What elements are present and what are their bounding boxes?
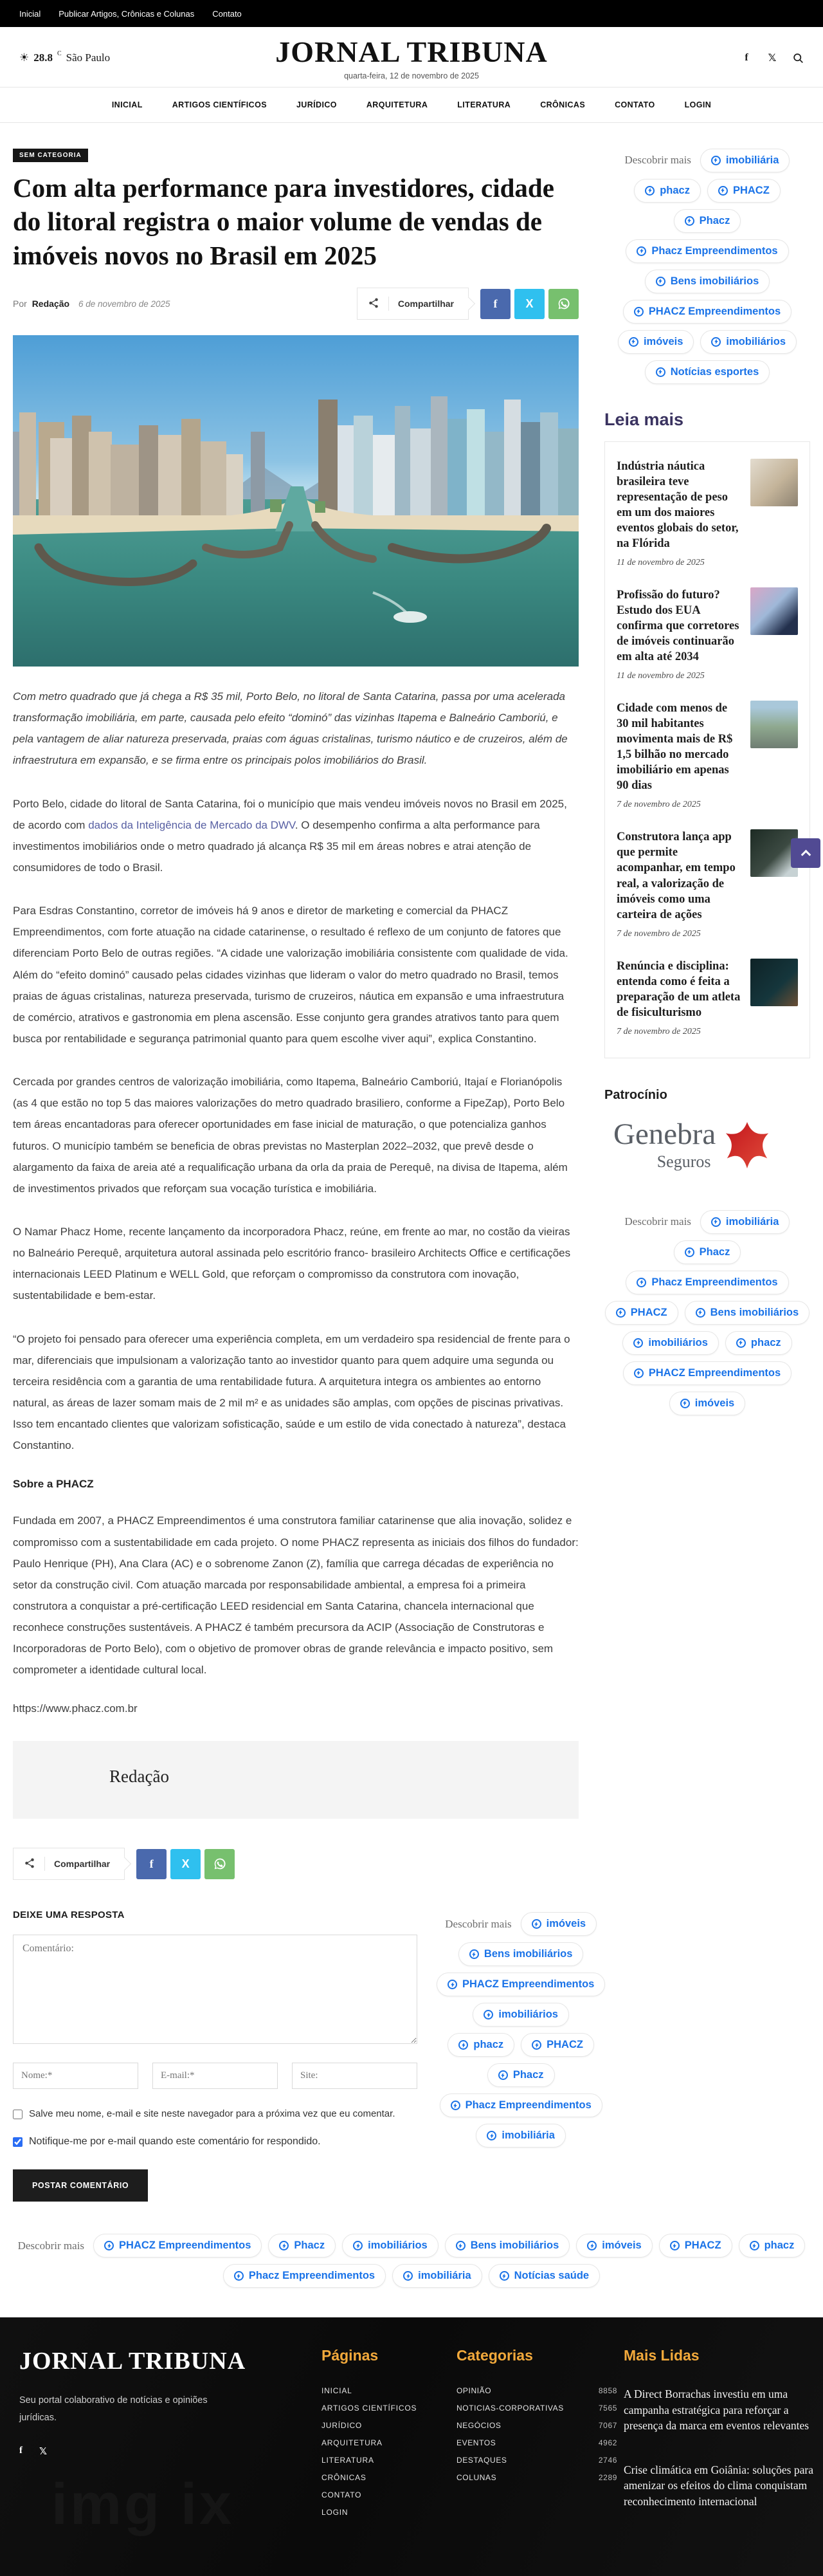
footer-page-link[interactable]: ARQUITETURA — [321, 2438, 383, 2448]
discover-bolt-icon — [629, 337, 638, 347]
name-field[interactable] — [13, 2063, 138, 2089]
tag-label: imóveis — [546, 1918, 586, 1930]
footer-most-read-item[interactable]: Crise climática em Goiânia: soluções para amenizar os efeitos do clima conquistam reconhecimento internacional — [624, 2463, 813, 2508]
article-paragraph: Cercada por grandes centros de valorização imobiliária, como Itapema, Balneário Camboriú, Itajaí e Florianópolis (as 4 que estão no top 5 das maiores valorizações do metro quadrado brasiliero, conforme a FipeZap), Porto Belo tem áreas encantadoras para oferecer oportunidades em fase inicial de maturação, o que potencializa ganhos futuros. O município também se beneficia de obras previstas no Masterplan 2022–2032, que prevê desde o alargamento da faixa de areia até a requalificação urbana da orla da praia de Perequê, na divisa de Itapema, além de investimentos privados que reforçam sua vocação turística e imobiliária. — [13, 1076, 568, 1195]
article-title: Com alta performance para investidores, cidade do litoral registra o maior volume de vendas de imóveis novos no Brasil em 2025 — [13, 172, 554, 270]
discover-bolt-icon — [718, 186, 728, 196]
related-article-title[interactable]: Indústria náutica brasileira teve representação de peso em um dos maiores eventos globais do setor, na Flórida — [617, 459, 739, 550]
discover-tag[interactable] — [739, 2234, 806, 2258]
x-twitter-icon[interactable]: 𝕏 — [768, 53, 777, 64]
discover-bolt-icon — [750, 2241, 759, 2250]
footer-category-count: 7067 — [598, 2421, 617, 2431]
tag-label: phacz — [764, 2240, 795, 2252]
nav-item[interactable]: ARTIGOS CIENTÍFICOS — [172, 100, 267, 109]
discover-bolt-icon — [532, 1919, 541, 1929]
discover-more-label: Descobrir mais — [624, 154, 691, 167]
tag-label: imobiliária — [418, 2270, 471, 2282]
discover-bolt-icon — [498, 2070, 508, 2080]
footer-logo[interactable]: JORNAL TRIBUNA — [19, 2348, 246, 2375]
facebook-icon[interactable]: f — [19, 2445, 23, 2456]
tag-label: PHACZ — [732, 184, 770, 196]
x-share-button[interactable]: X — [514, 289, 545, 319]
footer-social-icons — [19, 2445, 315, 2457]
footer-most-read-list — [624, 2386, 817, 2509]
read-more-panel — [604, 441, 810, 1058]
discover-bolt-icon — [711, 1217, 721, 1227]
tag-label: imóveis — [602, 2240, 642, 2252]
share-label: Compartilhar — [54, 1859, 111, 1870]
share-row-bottom — [13, 1848, 579, 1880]
article-paragraph: Para Esdras Constantino, corretor de imóveis há 9 anos e diretor de marketing e comercial da PHACZ Empreendimentos, com forte atuação na cidade catarinense, o resultado é reflexo de um conjunto de fatores que diferenciam Porto Belo de outras regiões. “A cidade une valorização imobiliária consistente com qualidade de vida. Além do “efeito dominó” causado pelas cidades vizinhas que lideram o valor do metro quadrado no Brasil, temos praias de águas cristalinas, natureza preservada, turismo de cruzeiros, náutica em expansão e uma infraestrutura de comércio, atrativos e gastronomia em plena ascensão. Esse conjunto gera grandes atrativos tanto para quem busca por rentabilidade e segurança patrimonial quanto para quem escolhe viver aqui”, explica Constantino. — [13, 905, 568, 1045]
discover-tag[interactable] — [521, 1912, 597, 1936]
discover-bolt-icon — [616, 1308, 626, 1318]
related-article-title[interactable]: Profissão do futuro? Estudo dos EUA confirma que corretores de imóveis continuarão em alta até 2034 — [617, 588, 739, 664]
tag-label: PHACZ Empreendimentos — [119, 2240, 251, 2252]
tag-label: Phacz — [294, 2240, 325, 2252]
nav-item[interactable]: INICIAL — [111, 100, 143, 109]
sponsor-logo[interactable] — [604, 1119, 810, 1172]
scroll-to-top-button[interactable] — [791, 838, 820, 868]
tag-label: Bens imobiliários — [484, 1948, 573, 1960]
related-article-date: 7 de novembro de 2025 — [617, 928, 701, 939]
footer-page-link[interactable]: JURÍDICO — [321, 2421, 363, 2431]
discover-bolt-icon — [469, 1949, 479, 1959]
tag-label: imobiliária — [502, 2130, 555, 2142]
bottom-tag-section — [13, 2234, 810, 2317]
footer-category-label[interactable]: DESTAQUES — [457, 2456, 507, 2465]
topbar-link-inicial[interactable]: Inicial — [19, 8, 41, 19]
discover-more-label: Descobrir mais — [17, 2239, 85, 2252]
nav-item[interactable]: LITERATURA — [457, 100, 511, 109]
related-article-thumbnail[interactable] — [750, 959, 798, 1006]
footer-category-count: 4962 — [598, 2438, 617, 2448]
tag-label: PHACZ Empreendimentos — [648, 1366, 781, 1379]
post-comment-button[interactable]: POSTAR COMENTÁRIO — [13, 2169, 148, 2202]
whatsapp-share-button[interactable] — [204, 1849, 235, 1879]
footer-category-row[interactable] — [457, 2438, 617, 2447]
footer-page-link[interactable]: LOGIN — [321, 2508, 348, 2517]
read-more-heading: Leia mais — [604, 409, 684, 429]
tag-label: phacz — [660, 184, 690, 196]
footer-most-read-heading: Mais Lidas — [624, 2347, 700, 2364]
footer-category-count: 7565 — [598, 2404, 617, 2413]
author-box-name[interactable]: Redação — [109, 1767, 169, 1787]
topbar-link-contato[interactable]: Contato — [212, 8, 242, 19]
related-article-thumbnail[interactable] — [750, 459, 798, 506]
discover-tag[interactable] — [645, 360, 770, 384]
discover-tag[interactable] — [669, 1392, 745, 1415]
discover-bolt-icon — [279, 2241, 289, 2250]
footer-category-count: 2746 — [598, 2456, 617, 2465]
discover-tag[interactable] — [487, 2063, 555, 2087]
article-hero-image — [13, 335, 579, 667]
discover-bolt-icon — [500, 2271, 509, 2281]
article-lead-paragraph: Com metro quadrado que já chega a R$ 35 mil, Porto Belo, no litoral de Santa Catarina, passa por uma acelerada transformação imobiliária, em parte, causada pelo efeito “dominó” das vizinhas Itapema e Balneário Camboriú, e pela vantagem de aliar natureza preservada, praias com águas cristalinas, turismo náutico e de cruzeiros, além de infraestrutura em expansão, e se firma entre os principais polos imobiliários do Brasil. — [13, 690, 568, 767]
discover-bolt-icon — [484, 2010, 493, 2019]
comments-section — [13, 1909, 595, 2202]
article-date: 6 de novembro de 2025 — [78, 299, 170, 309]
nav-item[interactable]: JURÍDICO — [296, 100, 337, 109]
discover-tag-group — [604, 149, 810, 384]
discover-tag[interactable] — [445, 2234, 570, 2258]
related-article-date: 11 de novembro de 2025 — [617, 671, 705, 681]
article-column — [13, 149, 595, 2202]
nav-item[interactable]: ARQUITETURA — [366, 100, 428, 109]
discover-more-label: Descobrir mais — [445, 1917, 512, 1930]
sponsor-star-icon — [722, 1121, 772, 1171]
tag-label: phacz — [473, 2039, 504, 2051]
tag-label: PHACZ — [630, 1306, 667, 1318]
header-social-icons — [637, 52, 804, 64]
site-footer — [0, 2317, 823, 2576]
footer-pages-list — [321, 2386, 450, 2517]
sponsor-subtitle: Seguros — [656, 1152, 711, 1171]
discover-tag[interactable] — [392, 2264, 482, 2288]
footer-categories-list — [457, 2386, 617, 2482]
discover-bolt-icon — [670, 2241, 680, 2250]
author-box — [13, 1741, 579, 1819]
discover-tag[interactable] — [674, 1240, 741, 1264]
tag-label: imobiliários — [498, 2009, 558, 2021]
discover-tag[interactable] — [223, 2264, 386, 2288]
discover-tag[interactable] — [659, 2234, 732, 2258]
save-info-checkbox[interactable] — [13, 2110, 23, 2119]
discover-tag-group — [437, 1912, 605, 2148]
discover-bolt-icon — [451, 2101, 460, 2110]
related-article-thumbnail[interactable] — [750, 701, 798, 748]
share-label: Compartilhar — [397, 299, 454, 309]
footer-category-label[interactable]: NEGÓCIOS — [457, 2421, 502, 2431]
footer-page-link[interactable]: LITERATURA — [321, 2456, 374, 2465]
discover-tag[interactable] — [440, 2093, 602, 2117]
footer-page-link[interactable]: CRÔNICAS — [321, 2473, 366, 2483]
related-article-item[interactable] — [617, 459, 798, 568]
share-icon — [24, 1857, 35, 1871]
facebook-share-button[interactable]: f — [480, 289, 511, 319]
discover-tag-group — [604, 1210, 810, 1415]
footer-page-link[interactable]: ARTIGOS CIENTÍFICOS — [321, 2404, 417, 2413]
related-article-title[interactable]: Cidade com menos de 30 mil habitantes movimenta mais de R$ 1,5 bilhão no mercado imobiliário em apenas 90 dias — [617, 702, 733, 793]
footer-category-count: 8858 — [598, 2386, 617, 2396]
discover-tag[interactable] — [476, 2124, 566, 2148]
discover-bolt-icon — [448, 1980, 457, 1989]
tag-label: PHACZ — [547, 2039, 583, 2051]
discover-tag[interactable] — [707, 179, 781, 203]
discover-bolt-icon — [711, 156, 721, 165]
site-header — [0, 27, 823, 87]
discover-bolt-icon — [353, 2241, 363, 2250]
footer-category-label[interactable]: OPINIÃO — [457, 2386, 492, 2396]
related-article-item[interactable] — [617, 829, 798, 939]
site-logo[interactable]: JORNAL TRIBUNA — [275, 35, 548, 68]
tag-label: imobiliários — [726, 335, 786, 347]
discover-bolt-icon — [656, 367, 665, 377]
top-utility-bar — [0, 0, 823, 27]
tag-label: imóveis — [643, 335, 683, 347]
paragraph-text: . O desempenho confirma a alta performance para investimentos imobiliários onde o metro quadrado já alcança R$ 35 mil em áreas nobres e atrai atenção de consumidores de todo o Brasil. — [13, 818, 540, 874]
footer-most-read-item[interactable]: A Direct Borrachas investiu em uma campanha estratégica para reforçar a presença da marca em eventos relevantes — [624, 2387, 809, 2433]
chevron-up-icon — [800, 850, 811, 860]
discover-bolt-icon — [736, 1338, 746, 1348]
discover-tag[interactable] — [685, 1301, 810, 1325]
share-button[interactable] — [13, 1848, 125, 1880]
weather-temp: 28.8 — [33, 51, 53, 64]
paragraph-text: Porto Belo, cidade do litoral de Santa Catarina, foi o município que mais vendeu imóveis novos no Brasil em 2025, de acordo com — [13, 797, 567, 831]
discover-tag[interactable] — [622, 1331, 719, 1355]
discover-tag[interactable] — [700, 330, 797, 354]
discover-bolt-icon — [634, 1368, 644, 1378]
article-paragraph: “O projeto foi pensado para oferecer uma experiência completa, em um verdadeiro spa residencial de frente para o mar, diferenciais que impulsionam a valorização tanto ao investidor quanto para quem adquire uma segunda ou terceira residência com a garantia de uma rentabilidade futura. A arquitetura integra os ambientes ao entorno natural, as áreas de lazer somam mais de 2 mil m² e as unidades são amplas, com opções de piscinas privativas. Isso tem encantado clientes que valorizam sofisticação, saúde e um estilo de vida conectado à natureza”, destaca Constantino. — [13, 1332, 570, 1452]
tag-label: PHACZ Empreendimentos — [648, 305, 781, 317]
share-button[interactable] — [357, 288, 469, 320]
discover-bolt-icon — [637, 1278, 646, 1287]
discover-tag[interactable] — [268, 2234, 336, 2258]
nav-item[interactable]: LOGIN — [684, 100, 712, 109]
discover-bolt-icon — [711, 337, 721, 347]
sun-icon: ☀ — [19, 51, 30, 65]
save-info-label: Salve meu nome, e-mail e site neste navegador para a próxima vez que eu comentar. — [29, 2108, 395, 2120]
tag-label: Notícias saúde — [514, 2270, 590, 2282]
footer-category-count: 2289 — [598, 2473, 617, 2483]
related-article-item[interactable] — [617, 701, 798, 810]
notify-checkbox[interactable] — [13, 2137, 23, 2147]
discover-bolt-icon — [637, 246, 646, 256]
x-twitter-icon[interactable]: 𝕏 — [39, 2445, 48, 2457]
tag-label: imobiliária — [725, 154, 779, 166]
discover-tag[interactable] — [645, 270, 770, 293]
whatsapp-share-button[interactable] — [548, 289, 579, 319]
tag-label: imóveis — [694, 1397, 735, 1409]
about-subheading: Sobre a PHACZ — [13, 1478, 94, 1491]
footer-category-label[interactable]: COLUNAS — [457, 2473, 497, 2483]
tag-label: imobiliários — [368, 2240, 428, 2252]
discover-bolt-icon — [403, 2271, 413, 2281]
related-article-item[interactable] — [617, 959, 798, 1037]
discover-tag[interactable] — [605, 1301, 678, 1325]
tag-label: Phacz Empreendimentos — [651, 244, 778, 257]
tag-label: Bens imobiliários — [670, 275, 759, 287]
related-article-thumbnail[interactable] — [750, 587, 798, 635]
tag-label: Phacz — [699, 214, 730, 226]
tag-label: PHACZ — [684, 2240, 721, 2252]
sponsor-heading: Patrocínio — [604, 1087, 667, 1102]
tag-label: imobiliária — [725, 1215, 779, 1228]
discover-tag[interactable] — [674, 209, 741, 233]
weather-city: São Paulo — [66, 51, 111, 64]
related-article-date: 7 de novembro de 2025 — [617, 1026, 701, 1036]
discover-bolt-icon — [680, 1399, 690, 1408]
weather-unit: C — [57, 50, 62, 57]
discover-tag[interactable] — [437, 1973, 605, 1996]
byline-row — [13, 288, 579, 320]
category-badge[interactable]: SEM CATEGORIA — [13, 149, 88, 162]
discover-bolt-icon — [456, 2241, 466, 2250]
nav-item[interactable]: CONTATO — [615, 100, 655, 109]
footer-category-row[interactable] — [457, 2473, 617, 2482]
nav-item[interactable]: CRÔNICAS — [540, 100, 586, 109]
article-paragraph: O Namar Phacz Home, recente lançamento da incorporadora Phacz, reúne, em frente ao mar, no costão da vieiras no Balneário Perequê, arquitetura autoral assinada pelo escritório franco- brasileiro Architects Office e certificações internacionais LEED Platinum e WELL Gold, que reforçam o compromisso da construtora com inovação, sustentabilidade e bem-estar. — [13, 1225, 571, 1302]
main-nav — [0, 87, 823, 123]
tag-label: Phacz — [699, 1246, 730, 1258]
tag-label: Phacz — [512, 2069, 544, 2081]
related-article-title[interactable]: Construtora lança app que permite acompanhar, em tempo real, a valorização de imóveis como uma carteira de ações — [617, 831, 736, 921]
discover-tag[interactable] — [458, 1942, 584, 1966]
tag-label: Phacz Empreendimentos — [465, 2099, 592, 2111]
sidebar — [604, 149, 810, 2202]
company-url-text: https://www.phacz.com.br — [13, 1702, 138, 1715]
byline-author-link[interactable]: Redação — [32, 299, 70, 309]
discover-tag-group — [13, 2234, 810, 2288]
discover-tag[interactable] — [700, 1210, 790, 1234]
site-field[interactable] — [292, 2063, 417, 2089]
discover-bolt-icon — [234, 2271, 244, 2281]
discover-tag[interactable] — [623, 1361, 791, 1385]
topbar-link-publicar[interactable]: Publicar Artigos, Crônicas e Colunas — [59, 8, 195, 19]
footer-tagline: Seu portal colaborativo de notícias e opiniões jurídicas. — [19, 2395, 208, 2423]
article-paragraph: Fundada em 2007, a PHACZ Empreendimentos é uma construtora familiar catarinense que alia inovação, solidez e compromisso com a sustentabilidade em cada projeto. O nome PHACZ representa as iniciais dos filhos do fundador: Paulo Henrique (PH), Ana Clara (AC) e o sobrenome Zanon (Z), família que carrega décadas de experiência no setor da construção civil. Com atuação marcada por responsabilidade ambiental, a empresa foi a primeira construtora a conquistar a pré-certificação LEED residencial em Santa Catarina, chancela internacional que reconhece construções sustentáveis. A PHACZ é também precursora da ACIP (Associação de Construtoras e Incorporadoras de Porto Belo), com o objetivo de promover obras de grande relevância e impacto positivo, sem comprometer a identidade cultural local. — [13, 1514, 579, 1677]
share-divider — [388, 297, 389, 311]
discover-bolt-icon — [633, 1338, 643, 1348]
discover-tag[interactable] — [626, 239, 788, 263]
facebook-icon[interactable]: f — [745, 52, 748, 64]
footer-category-row[interactable] — [457, 2456, 617, 2465]
comment-textarea[interactable] — [13, 1935, 417, 2044]
tag-label: Phacz Empreendimentos — [248, 2270, 375, 2282]
article-body — [13, 686, 579, 1715]
discover-tag[interactable] — [700, 149, 790, 172]
footer-category-label[interactable]: NOTICIAS-CORPORATIVAS — [457, 2404, 564, 2413]
discover-bolt-icon — [696, 1308, 705, 1318]
search-icon[interactable] — [792, 52, 804, 64]
discover-bolt-icon — [104, 2241, 114, 2250]
tag-label: imobiliários — [648, 1336, 708, 1348]
tag-label: Bens imobiliários — [710, 1306, 799, 1318]
discover-tag[interactable] — [576, 2234, 652, 2258]
x-share-button[interactable]: X — [170, 1849, 201, 1879]
tag-label: Bens imobiliários — [470, 2240, 559, 2252]
facebook-share-button[interactable]: f — [136, 1849, 167, 1879]
share-divider — [44, 1857, 45, 1871]
dwv-inline-link[interactable]: dados da Inteligência de Mercado da DWV — [88, 818, 295, 831]
discover-tag[interactable] — [623, 300, 791, 324]
discover-tag[interactable] — [626, 1271, 788, 1294]
discover-tag[interactable] — [489, 2264, 600, 2288]
footer-category-row[interactable] — [457, 2421, 617, 2430]
footer-category-row[interactable] — [457, 2404, 617, 2413]
byline-by-label: Por — [13, 299, 27, 309]
discover-bolt-icon — [587, 2241, 597, 2250]
discover-bolt-icon — [532, 2040, 541, 2050]
share-row — [357, 288, 579, 320]
related-article-date: 11 de novembro de 2025 — [617, 557, 705, 567]
related-article-title[interactable]: Renúncia e disciplina: entenda como é feita a preparação de um atleta de fisiculturismo — [617, 959, 741, 1019]
footer-pages-heading: Páginas — [321, 2347, 379, 2364]
leave-reply-heading: DEIXE UMA RESPOSTA — [13, 1909, 125, 1921]
weather-widget — [19, 51, 186, 64]
tag-label: Phacz Empreendimentos — [651, 1276, 778, 1288]
footer-category-label[interactable]: EVENTOS — [457, 2438, 496, 2448]
discover-bolt-icon — [458, 2040, 468, 2050]
discover-bolt-icon — [487, 2131, 496, 2140]
discover-bolt-icon — [645, 186, 655, 196]
share-icon — [368, 297, 379, 311]
footer-category-row[interactable] — [457, 2386, 617, 2395]
discover-tag[interactable] — [725, 1331, 792, 1355]
tag-label: phacz — [750, 1336, 781, 1348]
related-article-item[interactable] — [617, 587, 798, 681]
tag-label: Notícias esportes — [670, 365, 759, 378]
discover-tag[interactable] — [634, 179, 701, 203]
discover-bolt-icon — [634, 307, 644, 317]
email-field[interactable] — [152, 2063, 278, 2089]
article-paragraph — [13, 793, 579, 879]
tag-label: PHACZ Empreendimentos — [462, 1978, 595, 1991]
discover-tag[interactable] — [618, 330, 694, 354]
discover-tag[interactable] — [93, 2234, 262, 2258]
notify-label: Notifique-me por e-mail quando este comentário for respondido. — [29, 2136, 321, 2148]
footer-page-link[interactable]: CONTATO — [321, 2490, 362, 2500]
discover-bolt-icon — [685, 216, 694, 226]
discover-more-label: Descobrir mais — [624, 1215, 691, 1228]
discover-tag[interactable] — [342, 2234, 439, 2258]
header-date: quarta-feira, 12 de novembro de 2025 — [344, 71, 479, 80]
discover-tag[interactable] — [521, 2033, 594, 2057]
discover-tag[interactable] — [473, 2003, 569, 2027]
footer-categories-heading: Categorias — [457, 2347, 533, 2364]
footer-page-link[interactable]: INICIAL — [321, 2386, 352, 2396]
discover-tag[interactable] — [448, 2033, 514, 2057]
discover-bolt-icon — [685, 1247, 694, 1257]
sponsor-name: Genebra — [613, 1117, 716, 1151]
related-article-date: 7 de novembro de 2025 — [617, 800, 701, 810]
discover-bolt-icon — [656, 277, 665, 286]
